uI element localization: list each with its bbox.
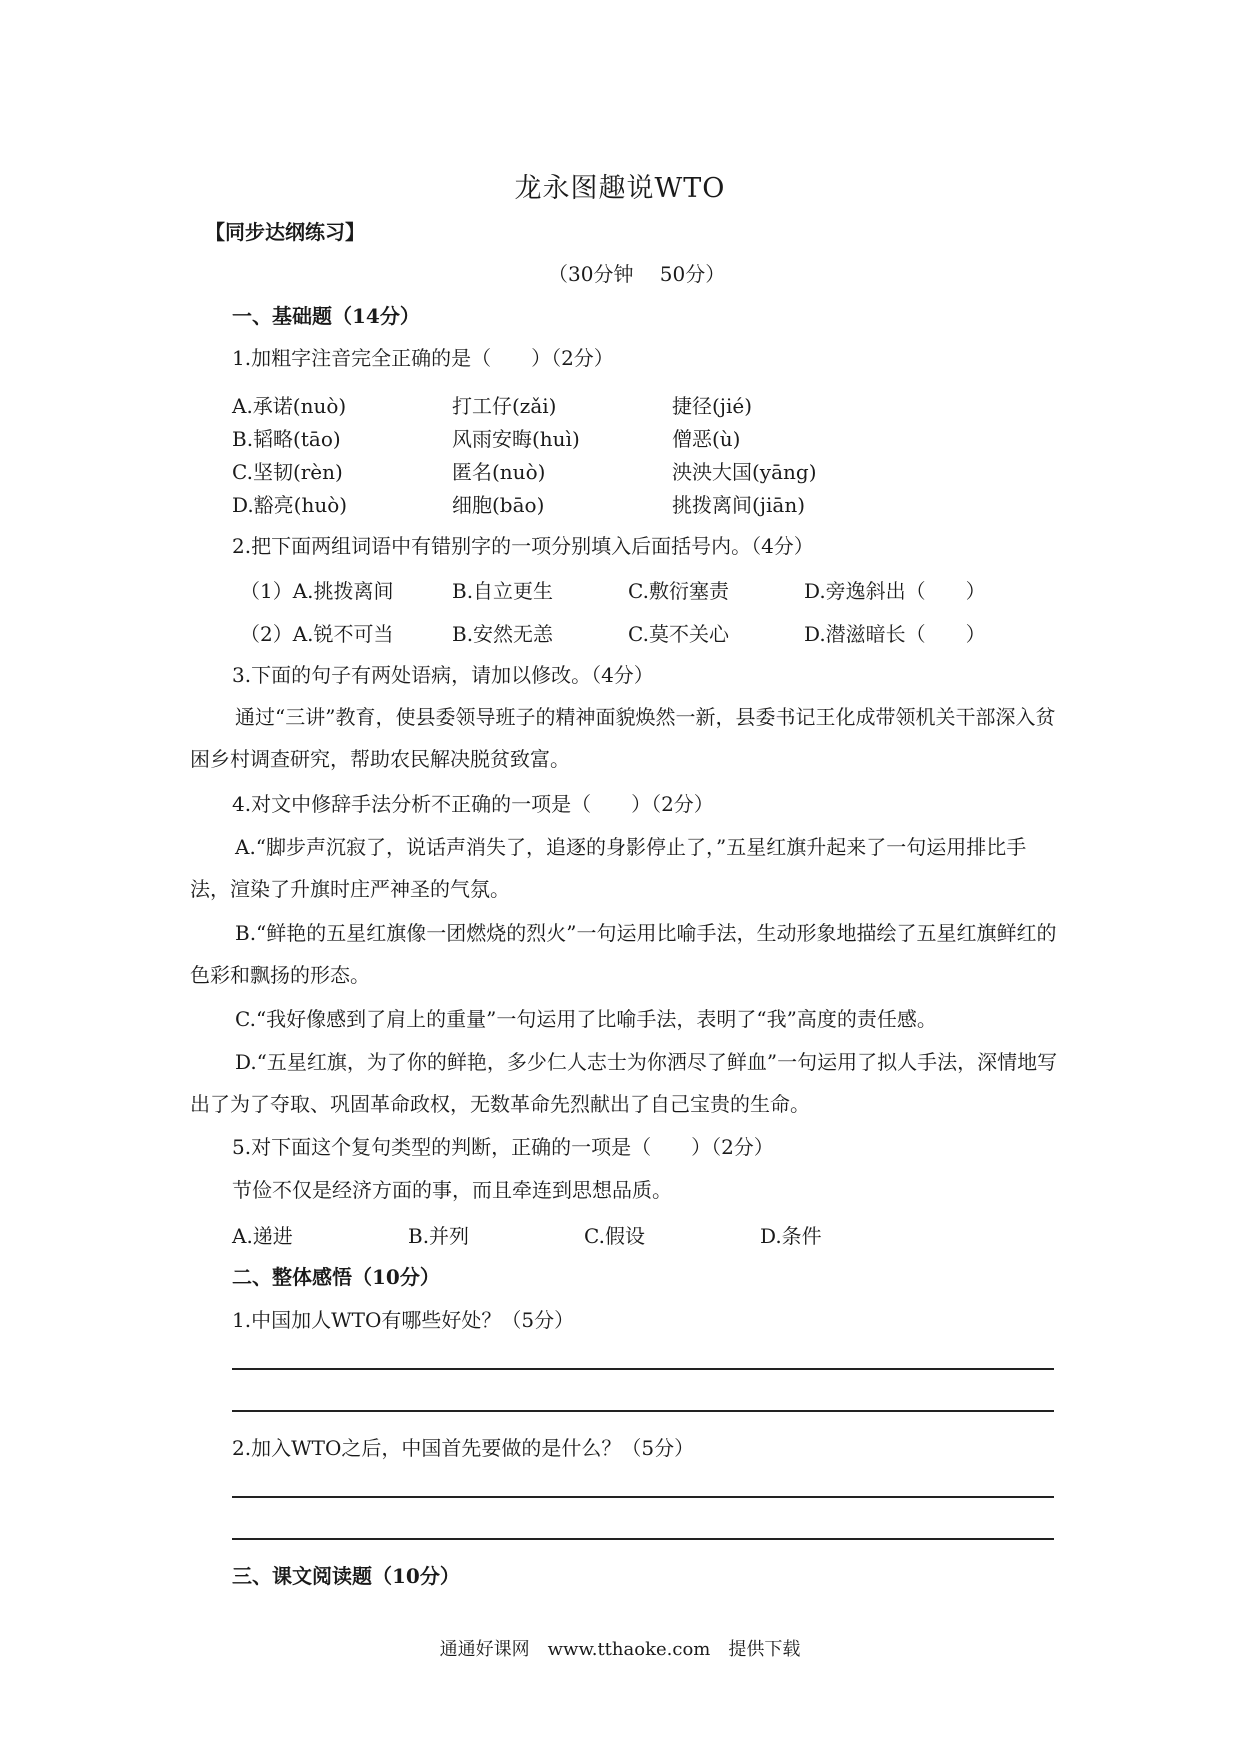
footer-credit: 通通好课网 www.tthaoke.com 提供下载 [439, 1639, 801, 1660]
answer-line-2[interactable] [232, 1410, 1054, 1412]
q5-option-d: D.条件 [760, 1224, 822, 1248]
answer-line-1[interactable] [232, 1368, 1054, 1370]
q2-g1-c: C.敷衍塞责 [628, 579, 729, 603]
q2-g1-a: （1）A.挑拨离间 [240, 579, 394, 603]
q1-d-2: 细胞(bāo) [452, 493, 545, 517]
q1-b-1: B.韬略(tāo) [232, 427, 341, 451]
answer-line-3[interactable] [232, 1496, 1054, 1498]
q2-g1-b: B.自立更生 [452, 579, 554, 603]
q3-text: 通过“三讲”教育，使县委领导班子的精神面貌焕然一新，县委书记王化成带领机关干部深入贫困乡村调查研究，帮助农民解决脱贫致富。 [190, 705, 1056, 771]
q1-c-3: 泱泱大国(yāng) [672, 460, 817, 484]
q1-c-2: 匿名(nuò) [452, 460, 546, 484]
q2-g2-d: D.潜滋暗长（ ） [804, 622, 986, 646]
q4-option-d: D.“五星红旗，为了你的鲜艳，多少仁人志士为你洒尽了鲜血”一句运用了拟人手法，深情地写出了为了夺取、巩固革命政权，无数革命先烈献出了自己宝贵的生命。 [190, 1050, 1058, 1116]
q1-b-2: 风雨安晦(huì) [452, 427, 580, 451]
section-tag: 【同步达纲练习】 [205, 220, 365, 244]
q2-g2-a: （2）A.锐不可当 [240, 622, 394, 646]
q3-stem: 3.下面的句子有两处语病，请加以修改。（4分） [232, 663, 654, 687]
q1-d-1: D.豁亮(huò) [232, 493, 348, 517]
q1-d-3: 挑拨离间(jiān) [672, 493, 806, 517]
part1-heading: 一、基础题（14分） [232, 304, 420, 328]
q1-stem: 1.加粗字注音完全正确的是（ ）（2分） [232, 346, 614, 370]
q1-a-1: A.承诺(nuò) [232, 394, 347, 418]
page-title: 龙永图趣说WTO [514, 173, 726, 204]
time-score: （30分钟 50分） [548, 262, 726, 286]
q4-option-c: C.“我好像感到了肩上的重量”一句运用了比喻手法，表明了“我”高度的责任感。 [235, 1007, 937, 1031]
part3-heading: 三、课文阅读题（10分） [232, 1564, 460, 1588]
q1-b-3: 僧恶(ù) [672, 427, 741, 451]
part2-q1: 1.中国加人WTO有哪些好处？（5分） [232, 1308, 575, 1332]
q1-c-1: C.坚韧(rèn) [232, 460, 343, 484]
q5-sentence: 节俭不仅是经济方面的事，而且牵连到思想品质。 [232, 1178, 672, 1202]
q4-option-a: A.“脚步声沉寂了，说话声消失了，追逐的身影停止了，”五星红旗升起来了一句运用排比手法，渲染了升旗时庄严神圣的气氛。 [190, 835, 1027, 901]
q1-a-2: 打工仔(zǎi) [452, 394, 557, 418]
q2-g2-c: C.莫不关心 [628, 622, 729, 646]
q1-a-3: 捷径(jié) [672, 394, 753, 418]
part2-heading: 二、整体感悟（10分） [232, 1265, 440, 1289]
q5-option-c: C.假设 [584, 1224, 645, 1248]
q4-stem: 4.对文中修辞手法分析不正确的一项是（ ）（2分） [232, 792, 714, 816]
answer-line-4[interactable] [232, 1538, 1054, 1540]
q4-option-b: B.“鲜艳的五星红旗像一团燃烧的烈火”一句运用比喻手法，生动形象地描绘了五星红旗鲜红的色彩和飘扬的形态。 [190, 921, 1057, 987]
part2-q2: 2.加入WTO之后，中国首先要做的是什么？（5分） [232, 1436, 695, 1460]
q2-g2-b: B.安然无恙 [452, 622, 554, 646]
q5-stem: 5.对下面这个复句类型的判断，正确的一项是（ ）（2分） [232, 1135, 774, 1159]
q2-stem: 2.把下面两组词语中有错别字的一项分别填入后面括号内。（4分） [232, 534, 814, 558]
q5-option-a: A.递进 [232, 1224, 293, 1248]
q5-option-b: B.并列 [408, 1224, 470, 1248]
q2-g1-d: D.旁逸斜出（ ） [804, 579, 986, 603]
